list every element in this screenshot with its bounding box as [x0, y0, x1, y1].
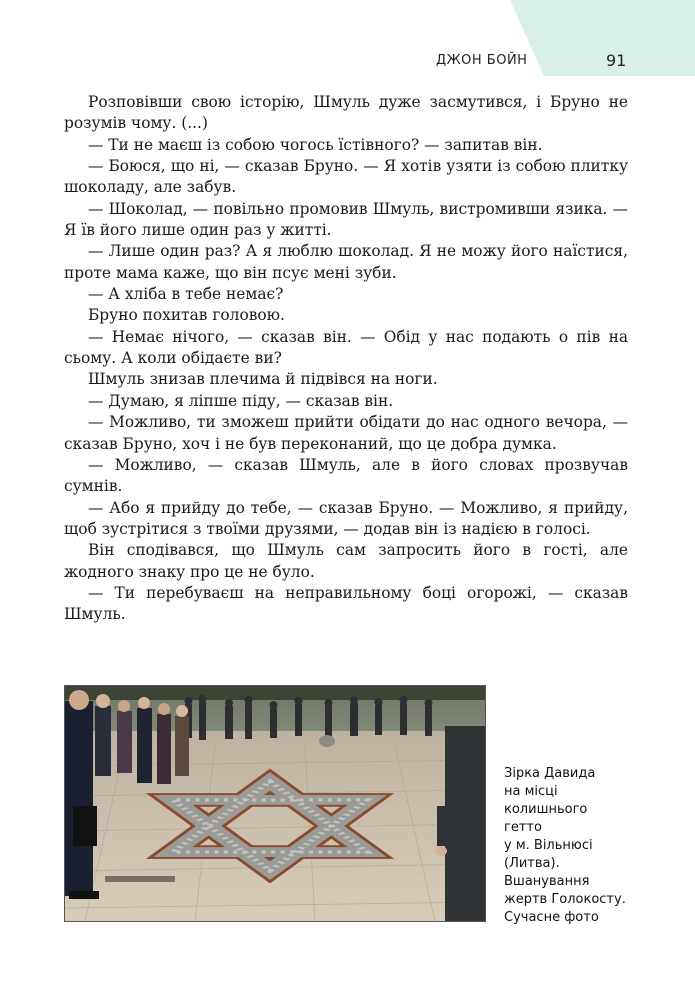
caption-line: Сучасне фото — [504, 910, 599, 925]
caption-line: (Литва). — [504, 856, 560, 871]
paragraph: — Думаю, я ліпше піду, — сказав він. — [88, 391, 394, 410]
paragraph: — А хліба в тебе немає? — [88, 285, 284, 304]
paragraph: — Боюся, що ні, — сказав Бруно. — Я хотів узяти із собою плитку шоколаду, але забув. — [64, 157, 628, 197]
paragraph: Бруно похитав головою. — [88, 306, 285, 325]
page-number: 91 — [606, 51, 627, 70]
paragraph: — Ти перебуваєш на неправильному боці огорожі, — сказав Шмуль. — [64, 583, 628, 624]
caption-line: гетто — [504, 820, 542, 835]
paragraph: Він сподівався, що Шмуль сам запросить його в гості, але жодного знаку про це не було. — [64, 541, 628, 581]
paragraph: Шмуль знизав плечима й підвівся на ноги. — [88, 370, 438, 389]
caption-line: Зірка Давида — [504, 766, 596, 781]
star-of-david-memorial-photo — [64, 685, 486, 922]
corner-tab-decoration — [510, 0, 695, 76]
paragraph: Розповівши свою історію, Шмуль дуже засмутився, і Бруно не розумів чому. (...) — [64, 93, 628, 133]
paragraph: — Шоколад, — повільно промовив Шмуль, вистромивши язика. — Я їв його лише один раз у житті. — [64, 199, 628, 240]
caption-line: колишнього — [504, 802, 588, 817]
paragraph: — Лише один раз? А я люблю шоколад. Я не можу його наїстися, проте мама каже, що він псує мені зуби. — [64, 242, 628, 282]
paragraph: — Можливо, — сказав Шмуль, але в його словах прозвучав сумнів. — [64, 455, 628, 496]
story-text — [64, 92, 628, 626]
paragraph: — Можливо, ти зможеш прийти обідати до нас одного вечора, — сказав Бруно, хоч і не був переконаний, що це добра думка. — [64, 413, 628, 453]
paragraph: — Або я прийду до тебе, — сказав Бруно. — Можливо, я прийду, щоб зустрітися з твоїми друзями, — додав він із надією в голосі. — [64, 498, 628, 538]
photo-caption — [504, 765, 664, 927]
caption-line: у м. Вільнюсі — [504, 838, 593, 853]
caption-line: на місці — [504, 784, 558, 799]
caption-line: Вшанування — [504, 874, 590, 889]
running-head-author: ДЖОН БОЙН — [436, 53, 528, 68]
paragraph: — Немає нічого, — сказав він. — Обід у нас подають о пів на сьому. А коли обідаєте ви? — [64, 327, 628, 368]
caption-line: жертв Голокосту. — [504, 892, 626, 907]
paragraph: — Ти не маєш із собою чогось їстівного? — запитав він. — [88, 135, 543, 154]
